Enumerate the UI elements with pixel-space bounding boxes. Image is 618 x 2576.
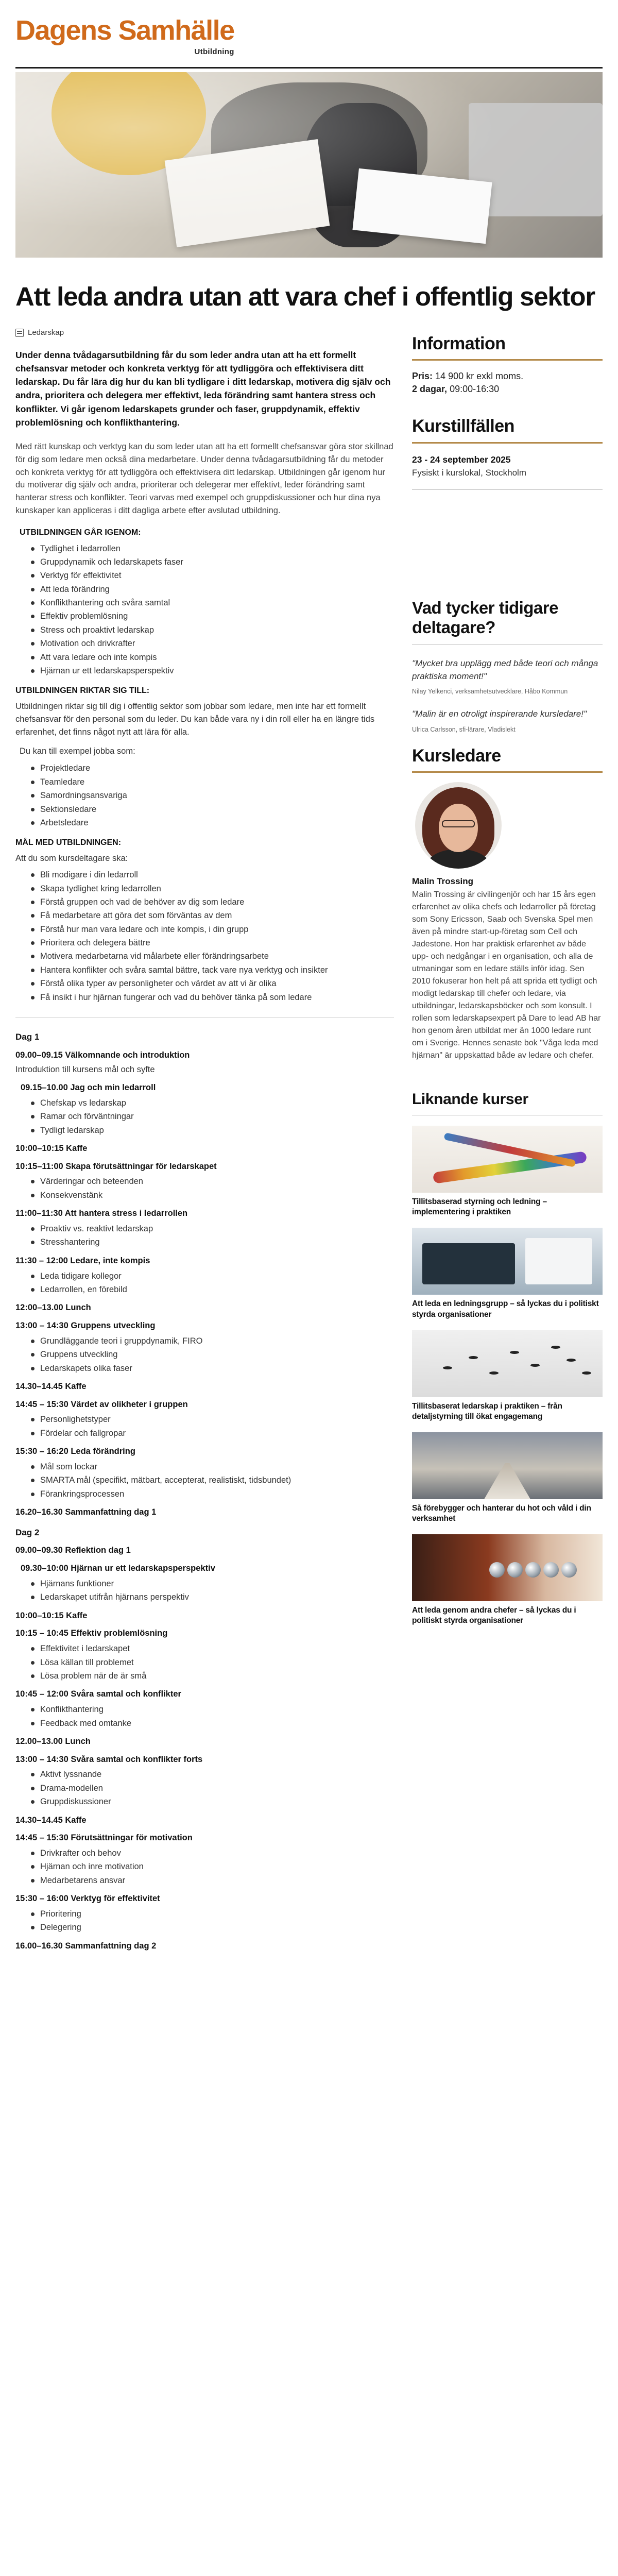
list-item: Motivation och drivkrafter xyxy=(31,637,394,650)
occasions-rule xyxy=(412,442,603,444)
schedule-slot-time: 10:15–11:00 Skapa förutsättningar för ledarskapet xyxy=(15,1161,217,1171)
category-tag[interactable] xyxy=(15,327,394,339)
info-title: Information xyxy=(412,334,506,353)
schedule-slot-time: 16.00–16.30 Sammanfattning dag 2 xyxy=(15,1941,157,1951)
price-label: Pris: xyxy=(412,371,433,382)
list-item: Förstå gruppen och vad de behöver av dig som ledare xyxy=(31,895,394,909)
schedule-slot-items xyxy=(31,1768,394,1808)
info-rule xyxy=(412,359,603,361)
target-title: UTBILDNINGEN RIKTAR SIG TILL: xyxy=(15,686,150,696)
list-item: Lösa källan till problemet xyxy=(31,1656,394,1669)
schedule-slot-items xyxy=(31,1460,394,1501)
list-item: Värderingar och beteenden xyxy=(31,1175,394,1188)
list-item: Konflikthantering och svåra samtal xyxy=(31,596,394,609)
schedule-slot-time: 09.15–10.00 Jag och min ledarroll xyxy=(21,1083,156,1093)
intro-paragraph: Med rätt kunskap och verktyg kan du som leder utan att ha ett formellt chefsansvar göra stor skillnad för dig som ledare men också dina medarbetare. Under denna tvådagarsutbildning får du metoder och konkreta verktyg för att tydliggöra och effektivisera ditt ledarskap. Utbildningen går igenom hur du motiverar dig själv och andra, prioriterar och delegerar mer effektivt, leder förändring samt hanterar stress och konflikter. Teori varvas med exempel och gruppdiskussioner och hur dina nya kunskaper kan appliceras i ditt dagliga arbete efter avslutad utbildning. xyxy=(15,442,393,515)
list-item: Medarbetarens ansvar xyxy=(31,1874,394,1887)
schedule-slot-time: 15:30 – 16:00 Verktyg för effektivitet xyxy=(15,1894,160,1904)
list-item: Ledarskapets olika faser xyxy=(31,1362,394,1375)
schedule-slot-time: 14.30–14.45 Kaffe xyxy=(15,1815,87,1825)
list-item: Leda tidigare kollegor xyxy=(31,1269,394,1283)
list-item: Motivera medarbetarna vid målarbete eller förändringsarbete xyxy=(31,950,394,963)
list-item: Få medarbetare att göra det som förväntas av dem xyxy=(31,909,394,922)
list-item: Gruppdiskussioner xyxy=(31,1795,394,1808)
schedule-slot-time: 14.30–14.45 Kaffe xyxy=(15,1381,87,1391)
list-item: Förankringsprocessen xyxy=(31,1487,394,1501)
list-item: Projektledare xyxy=(31,761,394,775)
occasion-place: Fysiskt i kurslokal, Stockholm xyxy=(412,467,526,478)
main-content xyxy=(15,327,394,1955)
list-item: Skapa tydlighet kring ledarrollen xyxy=(31,882,394,895)
schedule-slot-time: 11:00–11:30 Att hantera stress i ledarrollen xyxy=(15,1209,188,1218)
card-title: Så förebygger och hanterar du hot och våld i din verksamhet xyxy=(412,1504,591,1523)
list-item: Hjärnans funktioner xyxy=(31,1577,394,1590)
list-item: Chefskap vs ledarskap xyxy=(31,1096,394,1110)
leader-avatar xyxy=(415,782,502,869)
list-item: Proaktiv vs. reaktivt ledarskap xyxy=(31,1222,394,1235)
list-item: Feedback med omtanke xyxy=(31,1717,394,1730)
list-item: Teamledare xyxy=(31,775,394,789)
occasion-rule xyxy=(412,489,603,490)
lead-paragraph: Under denna tvådagarsutbildning får du som leder andra utan att ha ett formellt chefsansvar metoder och konkreta verktyg för att tydliggöra och effektivisera ditt ledarskap. Du får lära dig hur du kan bli tydligare i ditt ledarskap, motivera dig själv och andra, prioritera och delegera mer effektivt, leda förändring samt hantera stress och konflikter. Vi går igenom ledarskapets grunder och faser, gruppdynamik, effektiv problemlösning och konflikthantering. xyxy=(15,349,391,428)
schedule-slot-time: 15:30 – 16:20 Leda förändring xyxy=(15,1447,135,1456)
list-item: Prioritera och delegera bättre xyxy=(31,936,394,950)
quote-text: "Mycket bra upplägg med både teori och många praktiska moment!" xyxy=(412,658,598,681)
card-image xyxy=(412,1330,603,1397)
duration-value: 09:00-16:30 xyxy=(450,384,500,395)
quote-author: Ulrica Carlsson, sfi-lärare, Vladislekt xyxy=(412,725,516,733)
schedule-slot-items xyxy=(31,1907,394,1935)
quote-text: "Malin är en otroligt inspirerande kursledare!" xyxy=(412,709,587,719)
page-title: Att leda andra utan att vara chef i offentlig sektor xyxy=(15,282,595,311)
similar-card[interactable] xyxy=(412,1126,603,1217)
list-item: Prioritering xyxy=(31,1907,394,1921)
list-item: Gruppdynamik och ledarskapets faser xyxy=(31,555,394,569)
list-item: Stress och proaktivt ledarskap xyxy=(31,623,394,637)
schedule-slot-time: 09.00–09.15 Välkomnande och introduktion xyxy=(15,1050,190,1060)
schedule-slot-items xyxy=(31,1334,394,1375)
schedule-slot-items xyxy=(31,1577,394,1604)
quote-author: Nilay Yelkenci, verksamhetsutvecklare, Håbo Kommun xyxy=(412,688,568,696)
list-item: Hjärnan och inre motivation xyxy=(31,1860,394,1873)
hero-image xyxy=(15,72,603,258)
schedule-slot-time: 10:15 – 10:45 Effektiv problemlösning xyxy=(15,1629,168,1638)
day1-schedule xyxy=(15,1049,394,1519)
list-item: Sektionsledare xyxy=(31,803,394,816)
schedule-slot-time: 10:45 – 12:00 Svåra samtal och konflikter xyxy=(15,1689,181,1699)
list-item: Hjärnan ur ett ledarskapsperspektiv xyxy=(31,664,394,677)
list-item: Personlighetstyper xyxy=(31,1413,394,1426)
similar-title: Liknande kurser xyxy=(412,1091,528,1108)
schedule-slot-items xyxy=(31,1642,394,1683)
schedule-slot-time: 10:00–10:15 Kaffe xyxy=(15,1143,88,1153)
list-item: Att vara ledare och inte kompis xyxy=(31,651,394,664)
list-item: Stresshantering xyxy=(31,1235,394,1249)
price-line xyxy=(412,370,603,383)
header-rule xyxy=(15,67,603,69)
list-item: Tydligt ledarskap xyxy=(31,1124,394,1137)
occasions-title: Kurstillfällen xyxy=(412,416,514,436)
card-image xyxy=(412,1432,603,1499)
schedule-slot-items xyxy=(31,1703,394,1730)
leader-title: Kursledare xyxy=(412,745,501,766)
feedback-title: Vad tycker tidigare deltagare? xyxy=(412,598,558,637)
list-item: Ledarrollen, en förebild xyxy=(31,1283,394,1296)
list-item: Förstå olika typer av personligheter och värdet av att vi är olika xyxy=(31,977,394,990)
list-item: Verktyg för effektivitet xyxy=(31,569,394,582)
list-item: Ramar och förväntningar xyxy=(31,1110,394,1123)
schedule-slot-items xyxy=(31,1096,394,1137)
similar-card[interactable] xyxy=(412,1330,603,1422)
schedule-slot-time: 12.00–13.00 Lunch xyxy=(15,1736,91,1746)
brand-logo[interactable] xyxy=(15,15,234,56)
list-item: Lösa problem när de är små xyxy=(31,1669,394,1683)
schedule-slot-time: 14:45 – 15:30 Värdet av olikheter i gruppen xyxy=(15,1399,188,1409)
category-icon xyxy=(15,329,24,337)
brand-name: Dagens Samhälle xyxy=(15,15,234,46)
leader-rule xyxy=(412,771,603,773)
list-item: Arbetsledare xyxy=(31,816,394,829)
list-item: Få insikt i hur hjärnan fungerar och vad du behöver tänka på som ledare xyxy=(31,991,394,1004)
duration-line xyxy=(412,383,603,396)
list-item: Tydlighet i ledarrollen xyxy=(31,542,394,555)
card-title: Tillitsbaserat ledarskap i praktiken – från detaljstyrning till ökat engagemang xyxy=(412,1401,562,1421)
schedule-slot-time: 12:00–13.00 Lunch xyxy=(15,1303,91,1313)
list-item: Grundläggande teori i gruppdynamik, FIRO xyxy=(31,1334,394,1348)
schedule-slot-time: 09.30–10:00 Hjärnan ur ett ledarskapsperspektiv xyxy=(21,1564,215,1573)
schedule-slot-items xyxy=(31,1413,394,1440)
schedule-slot-time: 14:45 – 15:30 Förutsättningar för motivation xyxy=(15,1833,193,1843)
similar-card[interactable] xyxy=(412,1432,603,1524)
examples-list xyxy=(31,761,394,829)
list-item: SMARTA mål (specifikt, mätbart, accepterat, realistiskt, tidsbundet) xyxy=(31,1473,394,1487)
list-item: Gruppens utveckling xyxy=(31,1348,394,1361)
category-label: Ledarskap xyxy=(28,328,64,337)
list-item: Förstå hur man vara ledare och inte kompis, i din grupp xyxy=(31,923,394,936)
similar-card[interactable] xyxy=(412,1228,603,1319)
price-value: 14 900 kr exkl moms. xyxy=(435,371,524,382)
day1-title: Dag 1 xyxy=(15,1032,40,1042)
goals-title: MÅL MED UTBILDNINGEN: xyxy=(15,838,122,848)
schedule-slot-items xyxy=(31,1175,394,1202)
card-title: Tillitsbaserad styrning och ledning – implementering i praktiken xyxy=(412,1197,547,1217)
schedule-slot-time: 13:00 – 14:30 Svåra samtal och konflikter forts xyxy=(15,1754,203,1764)
list-item: Ledarskapet utifrån hjärnans perspektiv xyxy=(31,1590,394,1604)
list-item: Konflikthantering xyxy=(31,1703,394,1716)
list-item: Mål som lockar xyxy=(31,1460,394,1473)
list-item: Aktivt lyssnande xyxy=(31,1768,394,1781)
card-image xyxy=(412,1534,603,1601)
card-title: Att leda en ledningsgrupp – så lyckas du i politiskt styrda organisationer xyxy=(412,1299,599,1319)
list-item: Drama-modellen xyxy=(31,1782,394,1795)
card-image xyxy=(412,1126,603,1193)
target-text: Utbildningen riktar sig till dig i offentlig sektor som jobbar som ledare, men inte har ett formellt chefsansvar för den personal som du leder. Du kan både vara ny i din roll eller ha en längre tids erfarenhet, det finns något nytt att lära för alla. xyxy=(15,702,375,737)
site-header xyxy=(15,10,603,72)
list-item: Effektivitet i ledarskapet xyxy=(31,1642,394,1655)
duration-label: 2 dagar, xyxy=(412,384,448,395)
list-item: Bli modigare i din ledarroll xyxy=(31,868,394,882)
leader-name: Malin Trossing xyxy=(412,876,474,886)
list-item: Delegering xyxy=(31,1921,394,1934)
card-title: Att leda genom andra chefer – så lyckas du i politiskt styrda organisationer xyxy=(412,1606,576,1625)
similar-card[interactable] xyxy=(412,1534,603,1626)
goes-through-list xyxy=(31,542,394,678)
schedule-slot-time: 16.20–16.30 Sammanfattning dag 1 xyxy=(15,1507,157,1517)
goals-intro: Att du som kursdeltagare ska: xyxy=(15,854,128,863)
example-intro: Du kan till exempel jobba som: xyxy=(20,746,135,756)
schedule-slot-desc: Introduktion till kursens mål och syfte xyxy=(15,1065,155,1075)
list-item: Hantera konflikter och svåra samtal bättre, tack vare nya verktyg och insikter xyxy=(31,963,394,977)
schedule-slot-time: 09.00–09.30 Reflektion dag 1 xyxy=(15,1546,131,1555)
schedule-slot-items xyxy=(31,1846,394,1887)
schedule-slot-time: 13:00 – 14:30 Gruppens utveckling xyxy=(15,1321,156,1331)
schedule-slot-items xyxy=(31,1222,394,1249)
day2-schedule xyxy=(15,1544,394,1952)
sidebar xyxy=(412,334,603,1637)
quotes-list xyxy=(412,657,603,734)
goals-list xyxy=(31,868,394,1004)
list-item: Att leda förändring xyxy=(31,583,394,596)
occasion-date[interactable]: 23 - 24 september 2025 xyxy=(412,454,511,465)
list-item: Fördelar och fallgropar xyxy=(31,1427,394,1440)
day2-title: Dag 2 xyxy=(15,1527,40,1537)
list-item: Konsekvenstänk xyxy=(31,1189,394,1202)
card-image xyxy=(412,1228,603,1295)
schedule-slot-items xyxy=(31,1269,394,1297)
list-item: Effektiv problemlösning xyxy=(31,609,394,623)
schedule-slot-time: 11:30 – 12:00 Ledare, inte kompis xyxy=(15,1256,150,1265)
list-item: Drivkrafter och behov xyxy=(31,1846,394,1860)
schedule-slot-time: 10:00–10:15 Kaffe xyxy=(15,1611,88,1620)
brand-section: Utbildning xyxy=(194,47,234,56)
goes-through-title: UTBILDNINGEN GÅR IGENOM: xyxy=(20,528,141,537)
leader-bio: Malin Trossing är civilingenjör och har 15 års egen erfarenhet av olika chefs och ledarroller på företag som Sony Ericsson, Saab och Svenska Spel men även på mindre start-up-företag som Cell och Jadestone. Hon har praktisk erfarenhet av både upp- och nedgångar i en organisation, och alla de utmaningar som en ledare ställs inför idag. Sen 2010 fokuserar hon helt på att sprida ett tydligt och modigt ledarskap till chefer och ledare, via utbildningar, ledarskapsböcker och som konsult. I rollen som ledarskapsexpert på Dare to lead AB har hon genom åren utbildat mer än 1000 ledare runt om i Sverige. Hennes senaste bok "Våga leda med hjärnan" är uppskattad både av ledare och chefer. xyxy=(412,890,601,1060)
list-item: Samordningsansvariga xyxy=(31,789,394,802)
